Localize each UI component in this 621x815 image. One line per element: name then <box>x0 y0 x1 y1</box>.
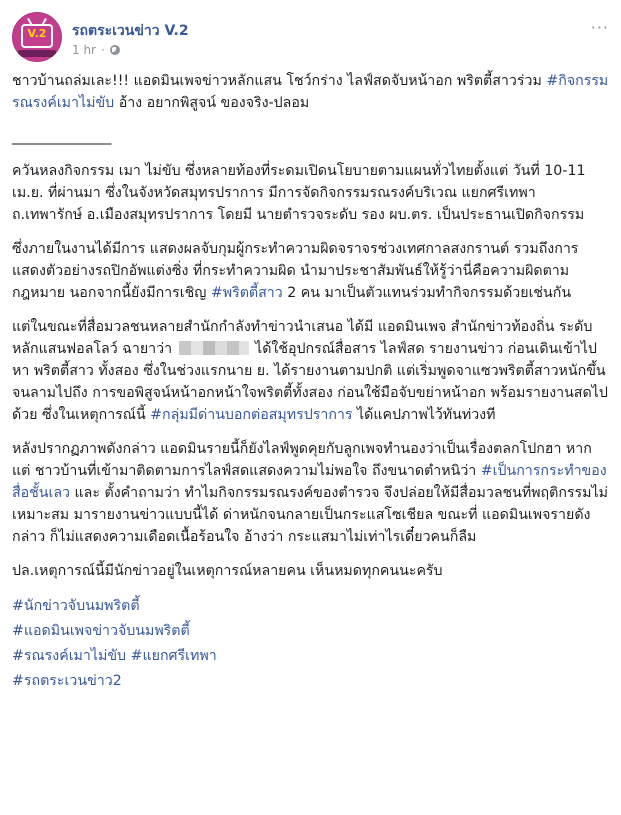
text-span: 2 คน มาเป็นตัวแทนร่วมทำกิจกรรมด้วยเช่นกัน <box>282 285 572 301</box>
hashtag-link[interactable]: #รถตระเวนข่าว2 <box>12 673 122 689</box>
text-span: อ้าง อยากพิสูจน์ ของจริง-ปลอม <box>114 95 310 111</box>
post-paragraph-3 <box>12 238 609 304</box>
post-timestamp[interactable]: 1 hr <box>72 43 96 57</box>
post-paragraph-4 <box>12 316 609 426</box>
text-span: ได้แคปภาพไว้ทันท่วงที <box>352 407 496 423</box>
hashtag-link[interactable]: #รณรงค์เมาไม่ขับ <box>12 648 127 664</box>
more-options-icon[interactable]: ··· <box>590 18 609 37</box>
text-span: ซึ่งภายในงานได้มีการ แสดงผลจับกุมผู้กระทำความผิดจราจรช่วงเทศกาลสงกรานต์ รวมถึงการ แสดงตัวอย่างรถปิกอัพแต่งซิ่ง ที่กระทำความผิด นำมาประชาสัมพันธ์ให้รู้ว่านี่คือความผิดตามกฎหมาย นอกจากนี้ยังมีการเชิญ <box>12 241 579 301</box>
hashtag-link[interactable]: #กิจกรรมรณรงค์เมาไม่ขับ <box>12 73 609 111</box>
hashtag-link[interactable]: #แยกศรีเทพา <box>130 648 217 664</box>
hashtag-link[interactable]: #แอดมินเพจข่าวจับนมพริตตี้ <box>12 623 190 639</box>
meta-separator: · <box>101 43 105 57</box>
globe-icon[interactable] <box>110 45 120 55</box>
post-header <box>12 12 621 62</box>
post-meta <box>72 43 120 57</box>
post-paragraph-1 <box>12 70 609 114</box>
text-span: ชาวบ้านถล่มเละ!!! แอดมินเพจข่าวหลักแสน โชว์กร่าง ไลฟ์สดจับหน้าอก พริตตี้สาวร่วม <box>12 73 547 89</box>
post-paragraph-2: ควันหลงกิจกรรม เมา ไม่ขับ ซึ่งหลายท้องที่ระดมเปิดนโยบายตามแผนทั่วไทยตั้งแต่ วันที่ 10-11 เม.ย. ที่ผ่านมา ซึ่งในจังหวัดสมุทรปราการ มีการจัดกิจกรรมรณรงค์บริเวณ แยกศรีเทพา ถ.เทพารักษ์ อ.เมืองสมุทรปราการ โดยมี นายตำรวจระดับ รอง ผบ.ตร. เป็นประธานเปิดกิจกรรม <box>12 163 586 223</box>
page-avatar[interactable] <box>12 12 62 62</box>
blurred-name <box>179 341 249 355</box>
text-span: หลังปรากฏภาพดังกล่าว แอดมินรายนี้ก็ยังไลฟ์พูดคุยกับลูกเพจทำนองว่าเป็นเรื่องตลกโปกฮา หากแต่ ชาวบ้านที่เข้ามาติดตามการไลฟ์สดแสดงความไม่พอใจ ถึงขนาดตำหนิว่า <box>12 441 592 479</box>
page-name-link[interactable]: รถตระเวนข่าว V.2 <box>72 23 189 39</box>
text-span: และ ตั้งคำถามว่า ทำไมกิจกรรมรณรงค์ของตำรวจ จึงปล่อยให้มีสื่อมวลชนที่พฤติกรรมไม่เหมาะสม มารายงานข่าวแบบนี้ได้ ด่าหนักจนกลายเป็นกระแสโซเชียล ขณะที่ แอดมินเพจรายดังกล่าว ก็ไม่แสดงความเดือดเนื้อร้อนใจ อ้างว่า กระแสมาไม่เท่าไรเดี๋ยวคนก็ลืม <box>12 485 609 545</box>
hashtag-link[interactable]: #พริตตี้สาว <box>210 285 283 301</box>
hashtag-list <box>12 594 609 694</box>
post-paragraph-5 <box>12 438 609 548</box>
avatar-logo-text: V.2 <box>27 27 47 40</box>
hashtag-link[interactable]: #กลุ่มมีด่านบอกต่อสมุทรปราการ <box>150 407 353 423</box>
hashtag-link[interactable]: #เป็นการกระทำของสื่อชั้นเลว <box>12 463 607 501</box>
text-span: ได้ใช้อุปกรณ์สื่อสาร ไลฟ์สด รายงานข่าว ก่อนเดินเข้าไปหา พริตตี้สาว ทั้งสอง ซึ่งในช่วงแรกนาย ย. ได้รายงานตามปกติ แต่เริ่มพูดจาแซวพริตตี้สาวหนักขึ้น จนลามไปถึง การขอพิสูจน์หน้าอกหน้าใจพริตตี้ทั้งสอง ก่อนใช้มือจับขย่าหน้าอก พร้อมรายงานสดไปด้วย ซึ่งในเหตุการณ์นี้ <box>12 341 608 423</box>
avatar-strip <box>18 50 56 57</box>
divider-line: ______________ <box>12 129 112 145</box>
post-paragraph-6: ปล.เหตุการณ์นี้มีนักข่าวอยู่ในเหตุการณ์หลายคน เห็นหมดทุกคนนะครับ <box>12 563 443 579</box>
text-span: แต่ในขณะที่สื่อมวลชนหลายสำนักกำลังทำข่าวนำเสนอ ได้มี แอดมินเพจ สำนักข่าวท้องถิ่น ระดับ หลักแสนฟอลโลว์ ฉายาว่า <box>12 319 593 357</box>
post-body <box>12 70 609 694</box>
hashtag-link[interactable]: #นักข่าวจับนมพริตตี้ <box>12 598 140 614</box>
